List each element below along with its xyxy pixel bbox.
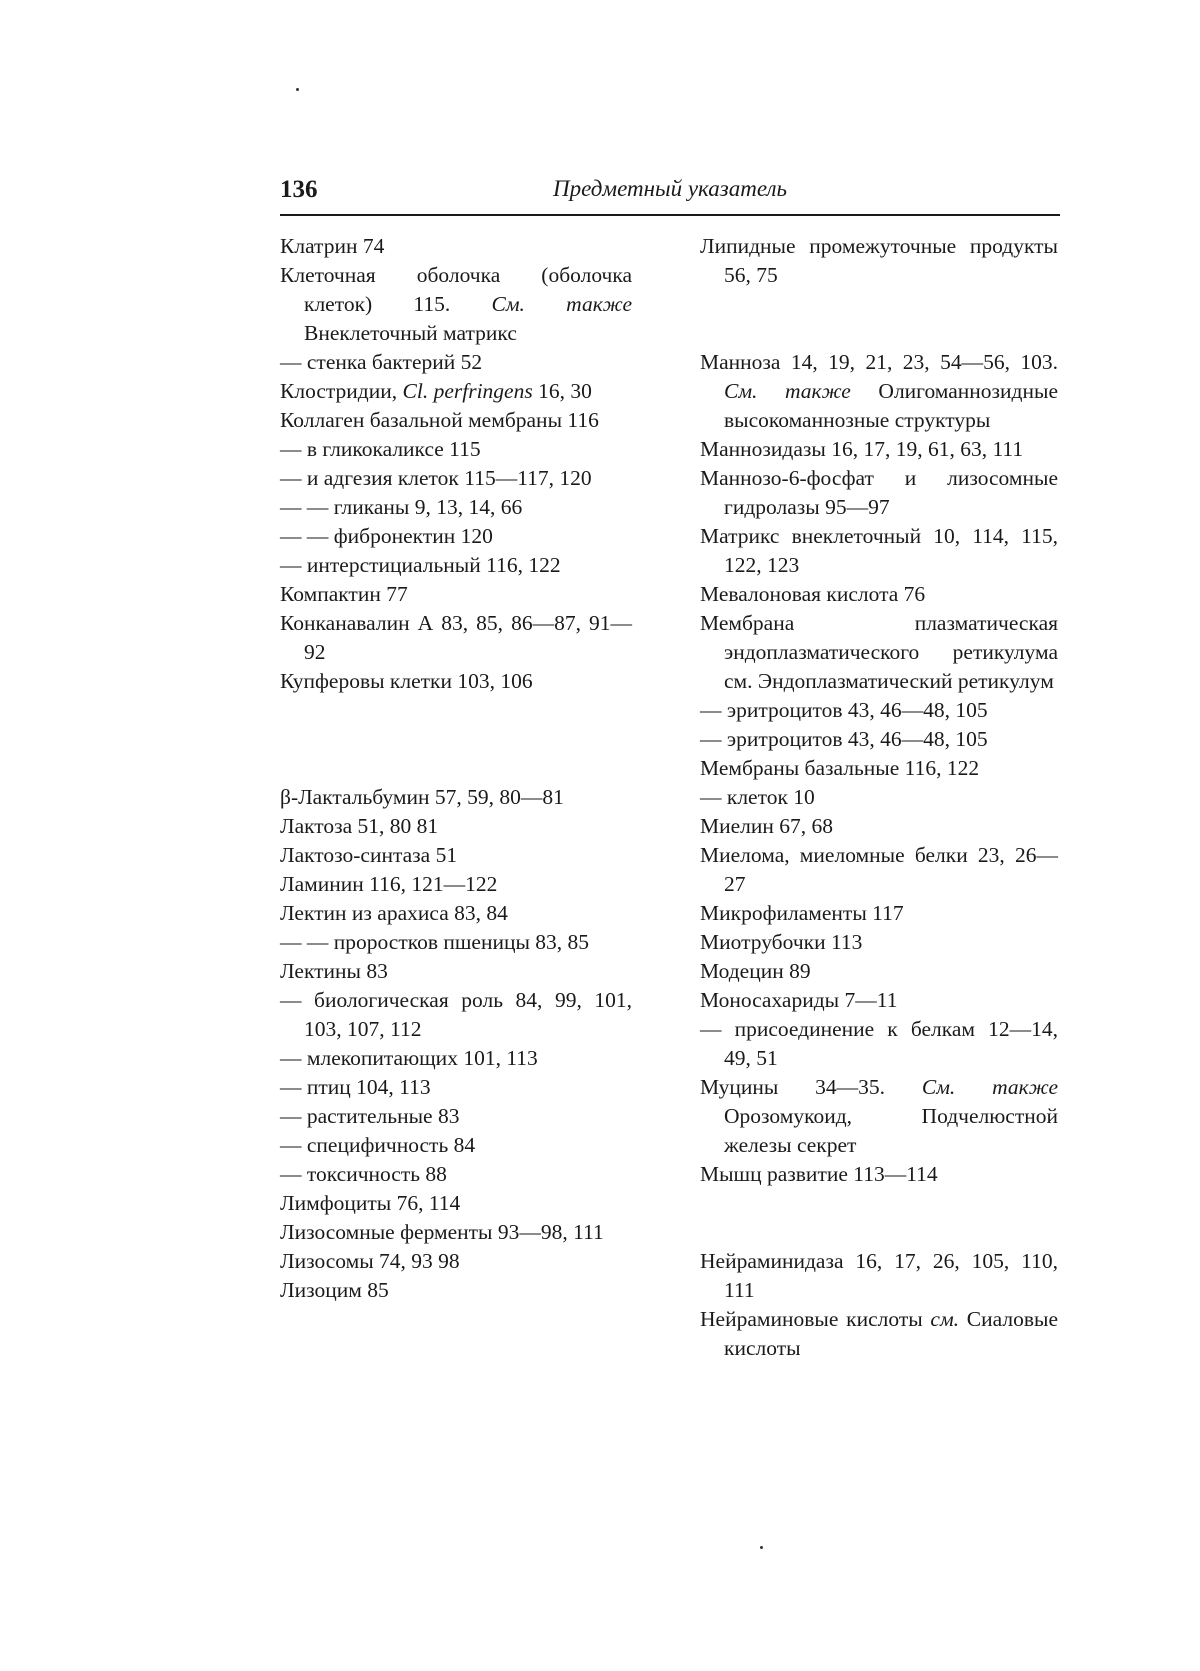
index-entry: β-Лактальбумин 57, 59, 80—81: [280, 785, 564, 809]
index-entry: Муцины 34—35. См. также Орозомукоид, Подчелюстной железы секрет: [700, 1075, 1058, 1157]
letter-section-gap: [280, 696, 632, 783]
index-entry: Маннозо-6-фосфат и лизосомные гидролазы 95—97: [700, 466, 1058, 519]
index-subentry: — присоединение к белкам 12—14, 49, 51: [700, 1017, 1058, 1070]
index-subentry: — токсичность 88: [280, 1162, 447, 1186]
index-entry: Микрофиламенты 117: [700, 901, 904, 925]
index-entry: Миотрубочки 113: [700, 930, 863, 954]
index-entry: Лактозо-синтаза 51: [280, 843, 458, 867]
index-subentry: — в гликокаликсе 115: [280, 437, 481, 461]
index-subentry: — эритроцитов 43, 46—48, 105: [700, 727, 988, 751]
index-entry: Ламинин 116, 121—122: [280, 872, 498, 896]
index-subentry: — — гликаны 9, 13, 14, 66: [280, 495, 523, 519]
index-entry: Компактин 77: [280, 582, 408, 606]
index-entry: Лизосомные ферменты 93—98, 111: [280, 1220, 604, 1244]
index-entry: Лактоза 51, 80 81: [280, 814, 439, 838]
index-subentry: — птиц 104, 113: [280, 1075, 431, 1099]
index-entry: Модецин 89: [700, 959, 811, 983]
index-subentry: — биологическая роль 84, 99, 101, 103, 107, 112: [280, 988, 632, 1041]
index-entry: Матрикс внеклеточный 10, 114, 115, 122, 123: [700, 524, 1058, 577]
page-number: 136: [280, 176, 318, 203]
index-entry: Клатрин 74: [280, 234, 385, 258]
header-rule: [280, 214, 1060, 216]
index-entry: Коллаген базальной мембраны 116: [280, 408, 599, 432]
letter-section-gap: [700, 290, 1058, 348]
index-entry: Конканавалин А 83, 85, 86—87, 91—92: [280, 611, 632, 664]
page-header: [280, 176, 1060, 216]
index-entry: Мевалоновая кислота 76: [700, 582, 926, 606]
letter-section-gap: [700, 1189, 1058, 1247]
index-entry: Миелин 67, 68: [700, 814, 834, 838]
index-entry: Липидные промежуточные продукты 56, 75: [700, 234, 1058, 287]
index-entry: Маннозидазы 16, 17, 19, 61, 63, 111: [700, 437, 1024, 461]
index-subentry: — растительные 83: [280, 1104, 460, 1128]
index-entry: Моносахариды 7—11: [700, 988, 898, 1012]
right-column: [700, 232, 1058, 1363]
index-entry: Миелома, миеломные белки 23, 26—27: [700, 843, 1058, 896]
index-subentry: — эритроцитов 43, 46—48, 105: [700, 698, 988, 722]
index-entry: Мышц развитие 113—114: [700, 1162, 938, 1186]
running-title: Предметный указатель: [553, 176, 787, 201]
index-entry: Лектины 83: [280, 959, 388, 983]
index-subentry: — интерстициальный 116, 122: [280, 553, 561, 577]
scan-speck: [296, 88, 299, 91]
index-subentry: — стенка бактерий 52: [280, 350, 483, 374]
index-subentry: — — проростков пшеницы 83, 85: [280, 930, 590, 954]
index-entry: Манноза 14, 19, 21, 23, 54—56, 103. См. также Олигоманнозидные высокоманнозные структуры: [700, 350, 1058, 432]
index-subentry: — млекопитающих 101, 113: [280, 1046, 538, 1070]
index-entry: Нейраминидаза 16, 17, 26, 105, 110, 111: [700, 1249, 1058, 1302]
scan-speck: [760, 1546, 763, 1549]
index-entry: Лимфоциты 76, 114: [280, 1191, 461, 1215]
index-entry: Лектин из арахиса 83, 84: [280, 901, 508, 925]
index-subentry: — специфичность 84: [280, 1133, 476, 1157]
index-entry: Клеточная оболочка (оболочка клеток) 115. См. также Внеклеточный матрикс: [280, 263, 633, 345]
index-entry: Мембраны базальные 116, 122: [700, 756, 980, 780]
index-entry: Купферовы клетки 103, 106: [280, 669, 533, 693]
index-entry: Нейраминовые кислоты см. Сиаловые кислоты: [700, 1307, 1058, 1360]
index-subentry: — и адгезия клеток 115—117, 120: [280, 466, 592, 490]
index-entry: Клостридии, Cl. perfringens 16, 30: [280, 379, 592, 403]
index-entry: Лизоцим 85: [280, 1278, 389, 1302]
index-entry: Лизосомы 74, 93 98: [280, 1249, 460, 1273]
index-subentry: — — фибронектин 120: [280, 524, 493, 548]
index-subentry: — клеток 10: [700, 785, 815, 809]
left-column: [280, 232, 632, 1305]
index-entry: Мембрана плазматическая эндоплазматического ретикулума см. Эндоплазматический ретикулум: [700, 611, 1058, 693]
